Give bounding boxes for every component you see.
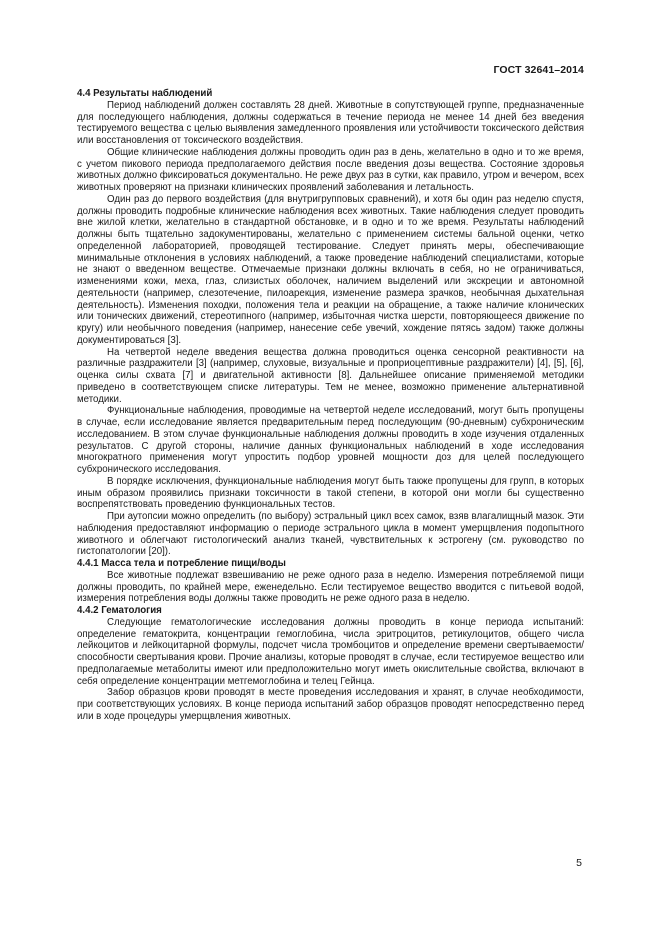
paragraph: Один раз до первого воздействия (для внутригрупповых сравнений), и хотя бы один раз неделю спустя, должны проводить подробные клинические наблюдения всех животных. Такие наблюдения следует проводить вне жилой клетки, желательно в стандартной обстановке, и в одно и то же время. Результаты наблюдений должны быть тщательно задокументированы, желательно с применением системы бальной оценки, четко определенной лабораторией, проводящей тестирование. Следует принять меры, обеспечивающие минимальные отклонения в условиях наблюдений, а также проведение наблюдений специалистами, которые не знают о введенном веществе. Отмечаемые признаки должны включать в себя, но не ограничиваться, изменениями кожи, меха, глаз, слизистых оболочек, наличием выделений или экскреции и автономной деятельности (например, слезотечение, пилоарекция, изменение размера зрачков, необычная дыхательная деятельность). Изменения походки, положения тела и реакции на обращение, а также наличие клонических или тонических движений, стереотипного (например, избыточная чистка шерсти, повторяющееся движение по кругу) или необычного поведения (например, нанесение себе увечий, хождение пятясь задом) также должны документироваться [3]. [77,193,584,346]
subsection-title-body-weight: 4.4.1 Масса тела и потребление пищи/воды [77,558,286,569]
paragraph: Все животные подлежат взвешиванию не реже одного раза в неделю. Измерения потребляемой пищи должны проводить, по крайней мере, еженедельно. Если тестируемое вещество вводится с питьевой водой, измерения потребления воды должны также проводить не реже одного раза в неделю. [77,569,584,605]
paragraph: При аутопсии можно определить (по выбору) эстральный цикл всех самок, взяв влагалищный мазок. Эти наблюдения предоставляют информацию о периоде эстрального цикла в момент умерщвления подопытного животного и облегчают гистологический анализ тканей, чувствительных к эстрогену (см. руководство по гистопатологии [20]). [77,511,584,558]
subsection-title-hematology: 4.4.2 Гематология [77,605,162,616]
paragraph: Функциональные наблюдения, проводимые на четвертой неделе исследований, могут быть пропущены в случае, если исследование является предварительным перед последующим (90-дневным) субхроническим исследованием. В этом случае функциональные наблюдения должны проводить в ходе изучения отдаленных результатов. С другой стороны, наличие данных функциональных наблюдений в ходе исследования многократного применения могут упростить подбор уровней мощности доз для целей последующего субхронического исследования. [77,405,584,475]
section-title: 4.4 Результаты наблюдений [77,88,213,99]
paragraph: Период наблюдений должен составлять 28 дней. Животные в сопутствующей группе, предназначенные для последующего наблюдения, должны содержаться в течение периода не менее 14 дней без введения тестируемого вещества с целью выявления замедленного проявления или устойчивости токсического действия или восстановления от токсического воздействия. [77,99,584,146]
paragraph: Забор образцов крови проводят в месте проведения исследования и хранят, в случае необходимости, при соответствующих условиях. В конце периода испытаний забор образцов проводят непосредственно перед или в ходе процедуры умерщвления животных. [77,687,584,722]
paragraph: Следующие гематологические исследования должны проводить в конце периода испытаний: определение гематокрита, концентрации гемоглобина, числа эритроцитов, ретикулоцитов, общего числа лейкоцитов и лейкоцитарной формулы, подсчет числа тромбоцитов и определение времени свертываемости/способности свертывания крови. Прочие анализы, которые проводят в случае, если тестируемое вещество или предполагаемые метаболиты имеют или предположительно могут иметь окислительные свойства, включают в себя определение концентрации метгемоглобина и телец Гейнца. [77,616,584,687]
paragraph: В порядке исключения, функциональные наблюдения могут быть также пропущены для групп, в которых иным образом проявились признаки токсичности в такой степени, в которой они могли бы существенно воспрепятствовать проведению функциональных тестов. [77,475,584,511]
paragraph: Общие клинические наблюдения должны проводить один раз в день, желательно в одно и то же время, с учетом пикового периода предполагаемого действия после введения дозы вещества. Состояние здоровья животных должно фиксироваться документально. Не реже двух раз в сутки, как правило, утром и вечером, всех животных проверяют на признаки клинических проявлений заболевания и летальность. [77,146,584,193]
page-number: 5 [576,857,582,869]
document-code: ГОСТ 32641–2014 [493,64,584,76]
page-content [77,88,584,723]
paragraph: На четвертой неделе введения вещества должна проводиться оценка сенсорной реактивности на различные раздражители [3] (например, слуховые, визуальные и проприоцептивные раздражители) [4], [5], [6], оценка силы схвата [7] и двигательной активности [8]. Дальнейшее описание применяемой методики приведено в соответствующем списке литературы. Тем не менее, возможно применение альтернативной методики. [77,346,584,405]
